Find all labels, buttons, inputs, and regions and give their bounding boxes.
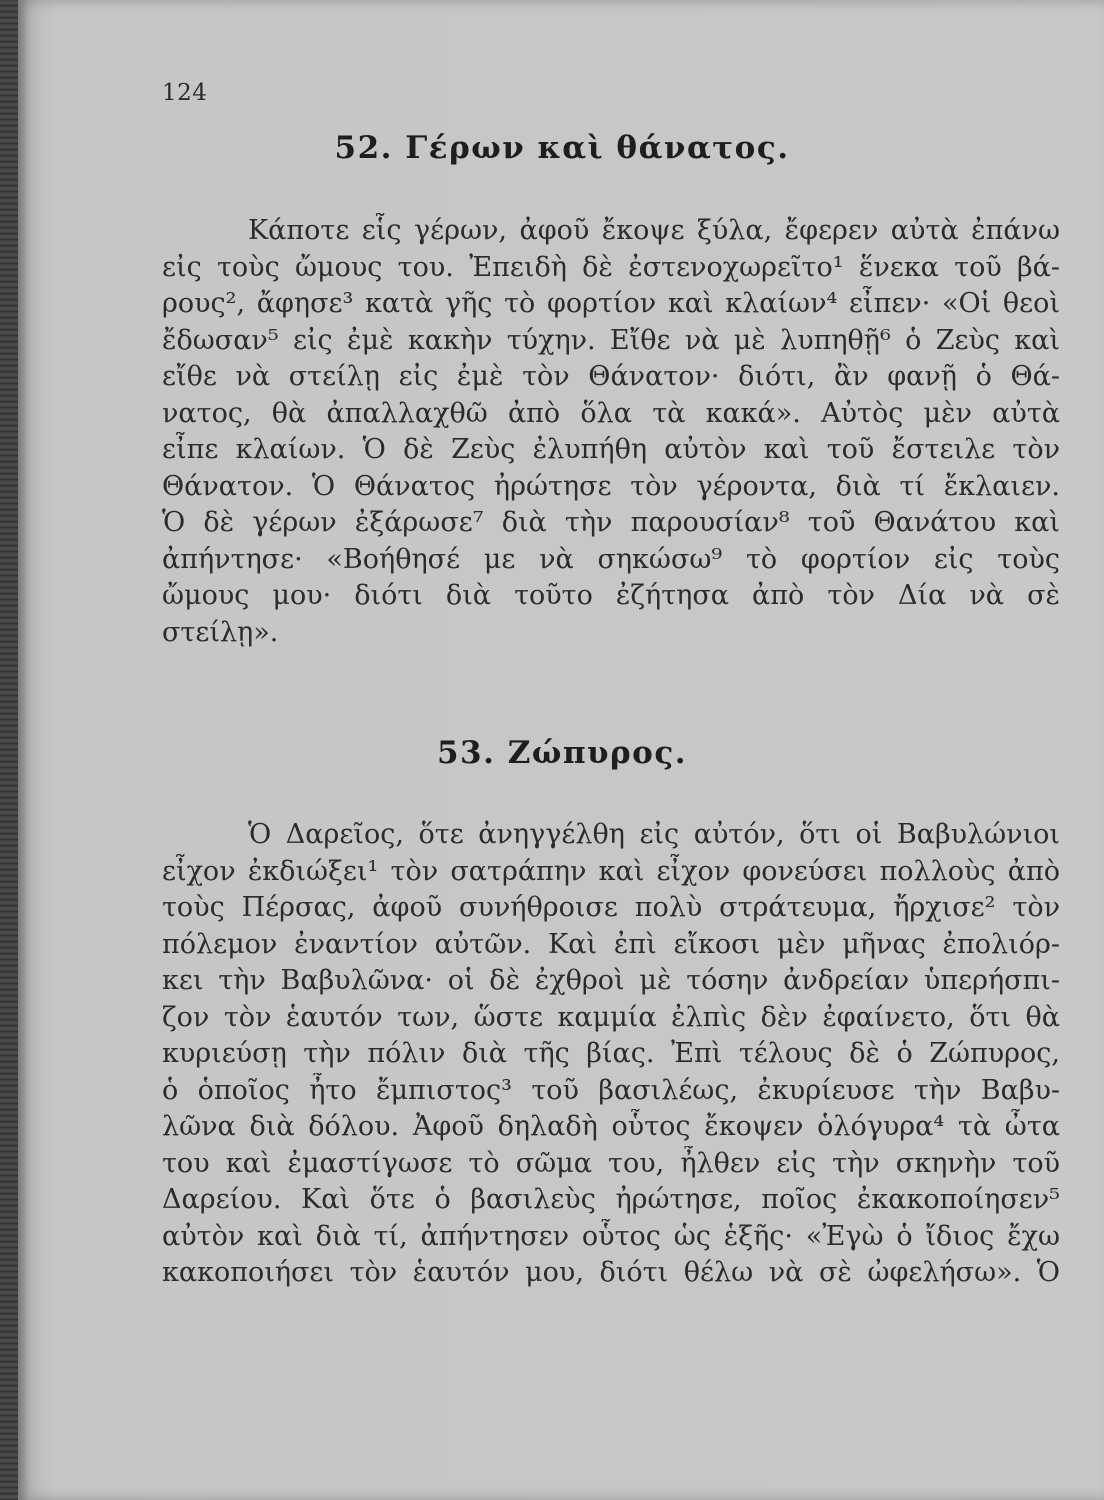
text-line: του καὶ ἐμαστίγωσε τὸ σῶμα του, ἦλθεν εἰς τὴν σκηνὴν τοῦ [162, 1147, 1060, 1179]
text-line: εἰς τοὺς ὤμους του. Ἐπειδὴ δὲ ἐστενοχωρεῖτο¹ ἕνεκα τοῦ βά- [162, 251, 1060, 283]
text-line: Ὁ δὲ γέρων ἐξάρωσε⁷ διὰ τὴν παρουσίαν⁸ τοῦ Θανάτου καὶ [162, 507, 1060, 538]
text-line: εἶχον ἐκδιώξει¹ τὸν σατράπην καὶ εἶχον φονεύσει πολλοὺς ἀπὸ [162, 855, 1060, 887]
text-line: τοὺς Πέρσας, ἀφοῦ συνήθροισε πολὺ στράτευμα, ἤρχισε² τὸν [162, 892, 1060, 923]
page-number: 124 [162, 80, 208, 106]
text-line: ρους², ἄφησε³ κατὰ γῆς τὸ φορτίον καὶ κλαίων⁴ εἶπεν· «Οἱ θεοὶ [162, 288, 1060, 319]
text-line: ὤμους μου· διότι διὰ τοῦτο ἐζήτησα ἀπὸ τὸν Δία νὰ σὲ [162, 580, 1060, 611]
text-line: Δαρείου. Καὶ ὅτε ὁ βασιλεὺς ἠρώτησε, ποῖος ἐκακοποίησεν⁵ [162, 1184, 1060, 1215]
text-line: εἴθε νὰ στείλῃ εἰς ἐμὲ τὸν Θάνατον· διότι, ἂν φανῇ ὁ Θά- [162, 361, 1060, 392]
text-line: στείλῃ». [162, 616, 279, 648]
text-line: αὐτὸν καὶ διὰ τί, ἀπήντησεν οὗτος ὡς ἑξῆς· «Ἐγὼ ὁ ἴδιος ἔχω [162, 1220, 1060, 1252]
text-line: κυριεύσῃ τὴν πόλιν διὰ τῆς βίας. Ἐπὶ τέλους δὲ ὁ Ζώπυρος, [162, 1038, 1060, 1069]
section-heading-52: 52. Γέρων καὶ θάνατος. [334, 130, 790, 166]
section-body-52 [162, 213, 1060, 651]
text-line: Θάνατον. Ὁ Θάνατος ἠρώτησε τὸν γέροντα, διὰ τί ἔκλαιεν. [162, 470, 1060, 502]
text-line: Κάποτε εἷς γέρων, ἀφοῦ ἔκοψε ξύλα, ἔφερεν αὐτὰ ἐπάνω [248, 215, 1060, 246]
text-line: κακοποιήσει τὸν ἑαυτόν μου, διότι θέλω νὰ σὲ ὠφελήσω». Ὁ [162, 1257, 1060, 1288]
text-line: ζον τὸν ἑαυτόν των, ὥστε καμμία ἐλπὶς δὲν ἐφαίνετο, ὅτι θὰ [162, 1001, 1060, 1033]
section-heading-53: 53. Ζώπυρος. [436, 735, 688, 771]
text-line: κει τὴν Βαβυλῶνα· οἱ δὲ ἐχθροὶ μὲ τόσην ἀνδρείαν ὑπερήσπι- [162, 965, 1060, 996]
text-line: νατος, θὰ ἀπαλλαχθῶ ἀπὸ ὅλα τὰ κακά». Αὐτὸς μὲν αὐτὰ [162, 397, 1060, 429]
text-line: Ὁ Δαρεῖος, ὅτε ἀνηγγέλθη εἰς αὐτόν, ὅτι οἱ Βαβυλώνιοι [248, 819, 1060, 850]
text-line: πόλεμον ἐναντίον αὐτῶν. Καὶ ἐπὶ εἴκοσι μὲν μῆνας ἐπολιόρ- [162, 928, 1060, 960]
section-body-53 [162, 817, 1060, 1292]
text-line: λῶνα διὰ δόλου. Ἀφοῦ δηλαδὴ οὗτος ἔκοψεν ὁλόγυρα⁴ τὰ ὦτα [162, 1111, 1060, 1142]
text-line: ἀπήντησε· «Βοήθησέ με νὰ σηκώσω⁹ τὸ φορτίον εἰς τοὺς [162, 543, 1060, 575]
text-line: ἔδωσαν⁵ εἰς ἐμὲ κακὴν τύχην. Εἴθε νὰ μὲ λυπηθῇ⁶ ὁ Ζεὺς καὶ [162, 324, 1060, 356]
text-line: ὁ ὁποῖος ἦτο ἔμπιστος³ τοῦ βασιλέως, ἐκυρίευσε τὴν Βαβυ- [162, 1074, 1060, 1106]
text-line: εἶπε κλαίων. Ὁ δὲ Ζεὺς ἐλυπήθη αὐτὸν καὶ τοῦ ἔστειλε τὸν [162, 434, 1060, 465]
